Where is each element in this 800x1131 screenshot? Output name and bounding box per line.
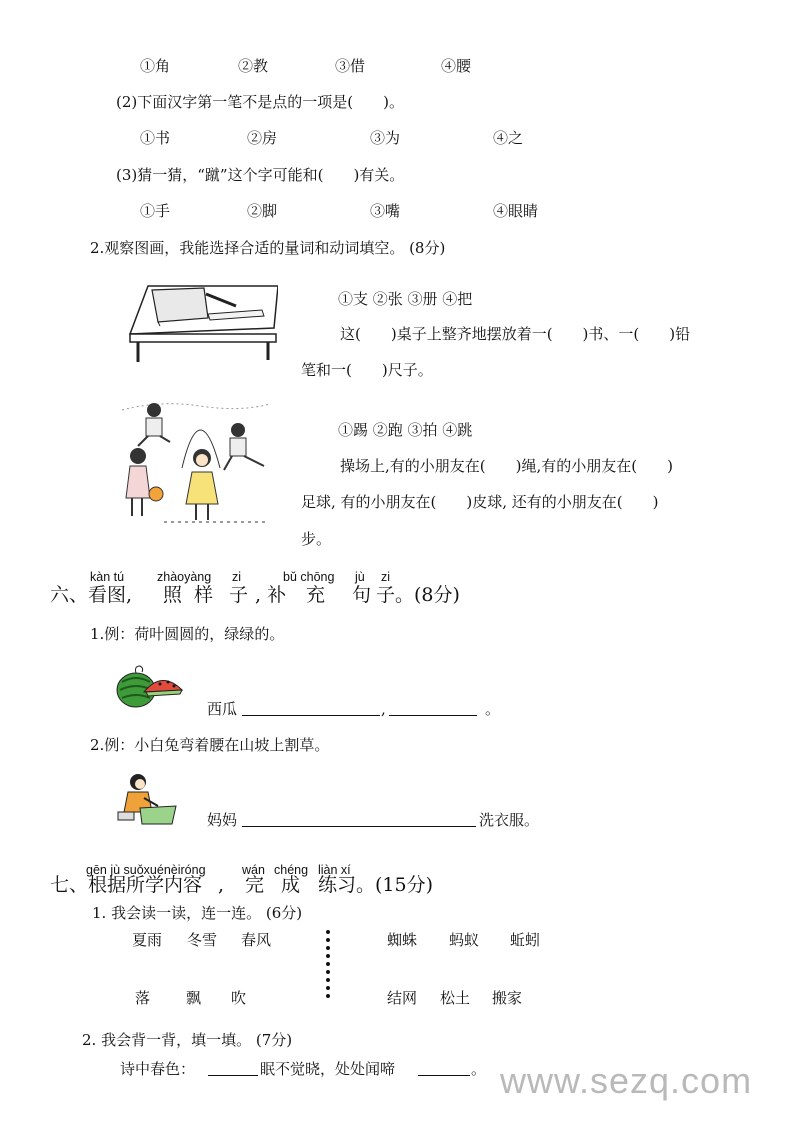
q2b-line1: 操场上,有的小朋友在( )绳,有的小朋友在( )	[340, 457, 673, 475]
dotted-divider	[326, 930, 330, 1002]
option-b4: ④之	[493, 129, 524, 147]
match-left-bottom-3[interactable]: 吹	[231, 989, 247, 1007]
ex2-prefix: 妈妈	[207, 811, 238, 829]
example-1: 1.例：荷叶圆圆的，绿绿的。	[90, 625, 285, 643]
option-b1: ①书	[140, 129, 171, 147]
ex1-blank-1[interactable]	[242, 715, 380, 716]
pinyin-cheng: chéng	[274, 863, 309, 877]
match-right-bottom-3[interactable]: 搬家	[492, 989, 523, 1007]
question-sub3: (3)猜一猜，“蹴”这个字可能和( )有关。	[116, 166, 405, 184]
option-b2: ②房	[247, 129, 278, 147]
option-b3: ③为	[370, 129, 401, 147]
pinyin-buchong: bǔ chōng	[283, 570, 335, 584]
mother-washing-illustration	[114, 772, 178, 826]
option-a1: ①角	[140, 57, 171, 75]
option-a2: ②教	[238, 57, 269, 75]
q2b-line2: 足球, 有的小朋友在( )皮球, 还有的小朋友在( )	[301, 493, 659, 511]
match-left-bottom-1[interactable]: 落	[135, 989, 151, 1007]
section-6-heading-e: , 补	[255, 584, 287, 606]
section-7-heading-d: 完	[245, 874, 265, 896]
section-6-heading-b: 照	[163, 584, 183, 606]
match-right-top-3[interactable]: 蚯蚓	[510, 931, 541, 949]
example-2: 2.例：小白兔弯着腰在山坡上割草。	[90, 736, 330, 754]
match-right-top-1[interactable]: 蜘蛛	[387, 931, 418, 949]
q2b-line3: 步。	[301, 530, 332, 548]
match-left-top-1[interactable]: 夏雨	[132, 931, 163, 949]
section-7-heading-f: 练习。(15分)	[318, 874, 434, 896]
poem-blank-2[interactable]	[418, 1075, 470, 1076]
pinyin-ju: jù	[355, 570, 365, 584]
desk-illustration	[128, 278, 278, 364]
poem-middle: 眠不觉晓，处处闻啼	[260, 1060, 396, 1078]
section-7-heading-b: 根据所学内容	[88, 874, 203, 896]
pinyin-zi: zi	[232, 570, 242, 584]
option-c1: ①手	[140, 202, 171, 220]
section-6-heading-h: 子。(8分)	[376, 584, 460, 606]
match-right-top-2[interactable]: 蚂蚁	[449, 931, 480, 949]
pinyin-zi-2: zi	[381, 570, 391, 584]
match-left-top-3[interactable]: 春风	[241, 931, 272, 949]
section-6-heading-a: 六、看图,	[50, 584, 133, 606]
pinyin-kantu: kàn tú	[90, 570, 125, 584]
poem-end: 。	[471, 1060, 487, 1078]
section-6-heading-g: 句	[352, 584, 372, 606]
q2a-line2: 笔和一( )尺子。	[301, 361, 433, 379]
pinyin-genju: gēn jù suǒxuénèiróng	[86, 863, 206, 877]
section-7-heading-c: ,	[218, 874, 225, 896]
pinyin-wan: wán	[242, 863, 265, 877]
pinyin-lianxi: liàn xí	[318, 863, 351, 877]
section-6-heading-c: 样	[194, 584, 214, 606]
option-a3: ③借	[335, 57, 366, 75]
option-a4: ④腰	[441, 57, 472, 75]
pinyin-zhaoyang: zhàoyàng	[157, 570, 212, 584]
q2a-line1: 这( )桌子上整齐地摆放着一( )书、一( )铅	[340, 325, 691, 343]
ex1-end: 。	[485, 700, 501, 718]
option-c2: ②脚	[247, 202, 278, 220]
section-6-heading-d: 子	[229, 584, 249, 606]
ex1-blank-2[interactable]	[389, 715, 477, 716]
match-left-bottom-2[interactable]: 飘	[186, 989, 202, 1007]
section-7-heading-e: 成	[281, 874, 301, 896]
match-right-bottom-2[interactable]: 松土	[440, 989, 471, 1007]
option-c4: ④眼睛	[493, 202, 539, 220]
poem-prefix: 诗中春色：	[120, 1060, 196, 1078]
playground-illustration	[120, 398, 270, 524]
ex1-prefix: 西瓜	[207, 700, 238, 718]
q2a-options: ①支 ②张 ③册 ④把	[338, 290, 473, 308]
ex2-blank[interactable]	[242, 826, 476, 827]
match-right-bottom-1[interactable]: 结网	[387, 989, 418, 1007]
ex1-separator: ,	[381, 700, 386, 718]
ex2-suffix: 洗衣服。	[479, 811, 540, 829]
s7-question-1: 1. 我会读一读，连一连。 (6分)	[92, 904, 303, 922]
s7-question-2: 2. 我会背一背，填一填。 (7分)	[82, 1031, 293, 1049]
question-2-title: 2.观察图画，我能选择合适的量词和动词填空。 (8分)	[90, 239, 446, 257]
watermark: www.sezq.com	[500, 1060, 753, 1101]
match-left-top-2[interactable]: 冬雪	[187, 931, 218, 949]
poem-blank-1[interactable]	[208, 1075, 258, 1076]
section-7-heading-a: 七、	[50, 874, 89, 896]
q2b-options: ①踢 ②跑 ③拍 ④跳	[338, 421, 473, 439]
question-sub2: (2)下面汉字第一笔不是点的一项是( )。	[116, 93, 404, 111]
option-c3: ③嘴	[370, 202, 401, 220]
section-6-heading-f: 充	[306, 584, 326, 606]
watermelon-illustration	[114, 664, 184, 710]
